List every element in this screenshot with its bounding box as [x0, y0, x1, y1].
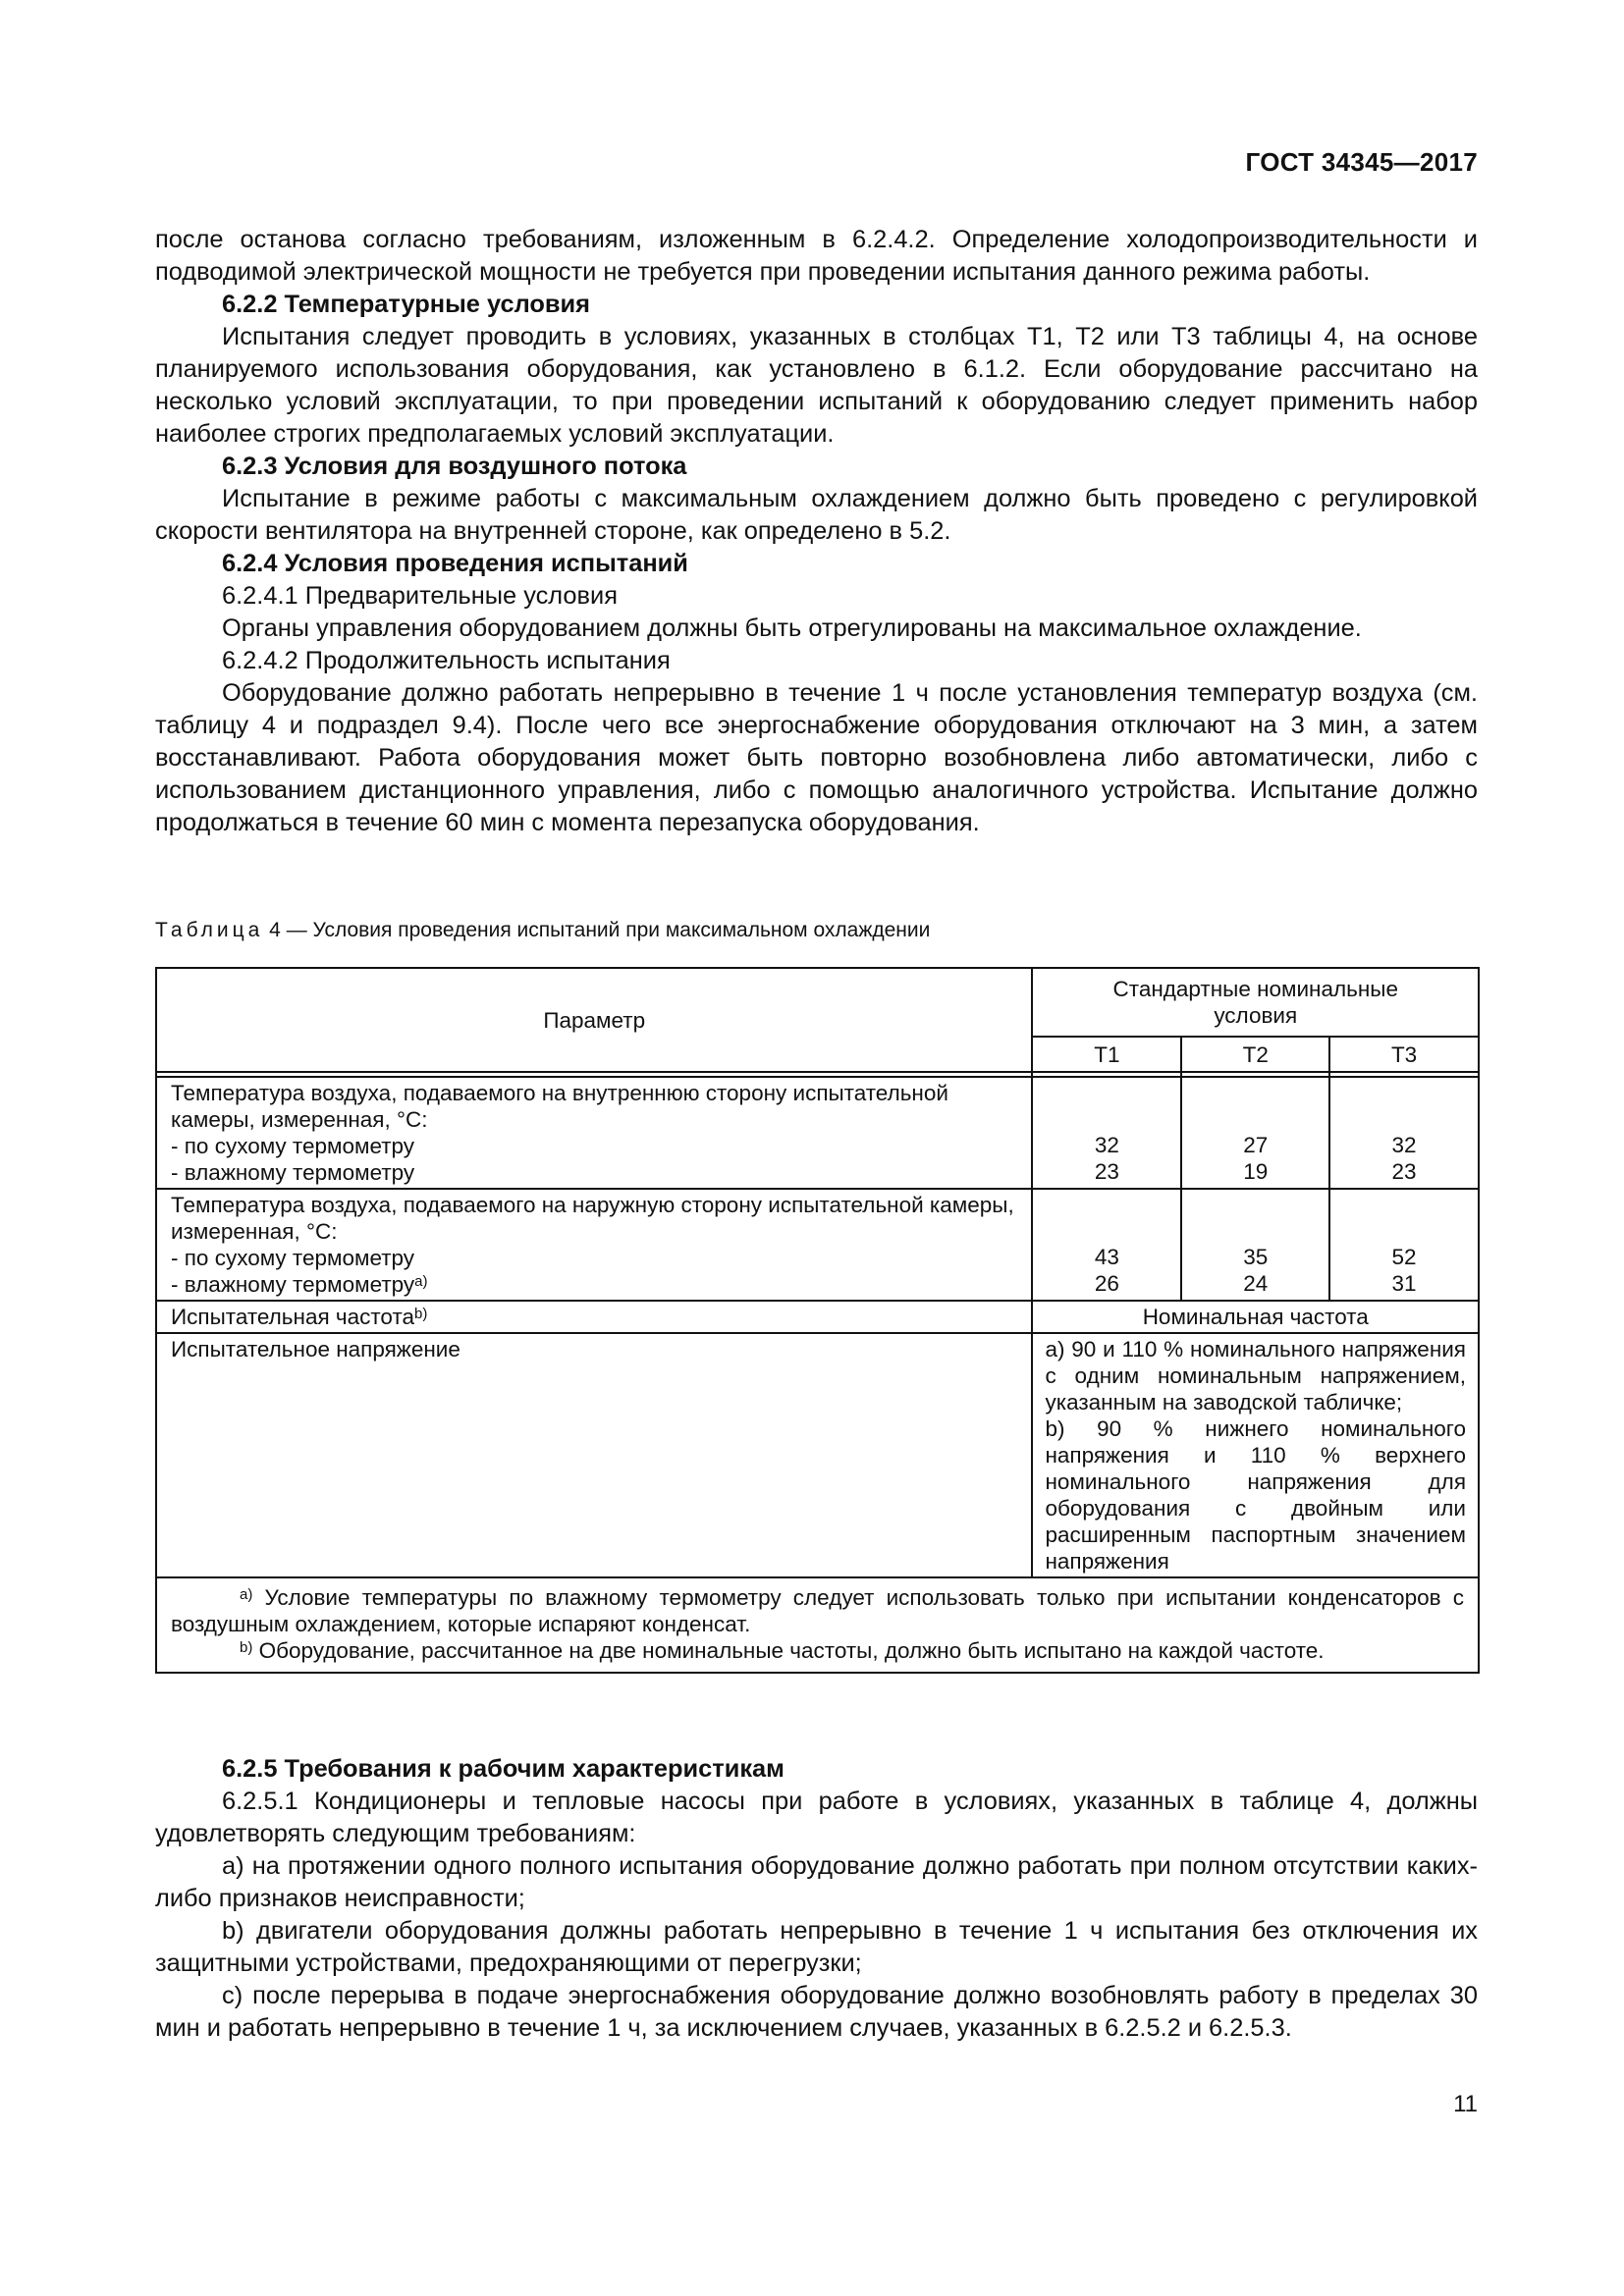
header-standard-conditions: Стандартные номинальные условия — [1032, 968, 1479, 1037]
paragraph: Органы управления оборудованием должны быть отрегулированы на максимальное охлаждение. — [222, 614, 1362, 642]
row-label-wet — [171, 1271, 1017, 1298]
paragraph: 6.2.4.1 Предварительные условия — [222, 582, 618, 610]
page-number: 11 — [1453, 2091, 1478, 2117]
value-wet: 24 — [1243, 1271, 1269, 1296]
footnote-ref-b: b) — [414, 1306, 428, 1322]
section-heading-6-2-5: 6.2.5 Требования к рабочим характеристикам — [222, 1755, 785, 1783]
footnote-ref-a: а) — [414, 1273, 428, 1290]
table-footnotes — [156, 1577, 1479, 1673]
list-item: а) на протяжении одного полного испытания оборудование должно работать при полном отсутствии каких-либо признаков неисправности; — [155, 1852, 1478, 1912]
footnote-b — [171, 1637, 1464, 1664]
paragraph: 6.2.5.1 Кондиционеры и тепловые насосы при работе в условиях, указанных в таблице 4, должны удовлетворять следующим требованиям: — [155, 1788, 1478, 1847]
value-dry: 52 — [1391, 1245, 1417, 1269]
voltage-option-b: b) 90 % нижнего номинального напряжения и 110 % верхнего номинального напряжения для оборудования с двойным или расширенным паспортным значением напряжения — [1045, 1416, 1466, 1574]
bottom-body-text — [155, 1753, 1478, 2045]
list-item: с) после перерыва в подаче энергоснабжения оборудование должно возобновлять работу в пределах 30 мин и работать непрерывно в течение 1 ч, за исключением случаев, указанных в 6.2.5.2 и 6.2.5.3. — [155, 1982, 1478, 2042]
cell-t1 — [1032, 1189, 1181, 1301]
table-caption — [155, 919, 930, 942]
value-wet: 23 — [1391, 1159, 1417, 1184]
header-parameter: Параметр — [156, 968, 1032, 1072]
value-wet: 26 — [1094, 1271, 1119, 1296]
row-voltage-value — [1032, 1333, 1479, 1577]
table-header-row — [156, 968, 1479, 1037]
cell-t2 — [1181, 1077, 1329, 1189]
value-wet: 23 — [1094, 1159, 1119, 1184]
conditions-table — [155, 967, 1480, 1674]
top-body-text — [155, 224, 1478, 839]
section-heading-6-2-3: 6.2.3 Условия для воздушного потока — [222, 453, 687, 480]
table-row — [156, 1077, 1479, 1189]
row-label-wet-text: - влажному термометру — [171, 1272, 415, 1297]
voltage-option-a: а) 90 и 110 % номинального напряжения с одним номинальным напряжением, указанным на заводской табличке; — [1045, 1337, 1466, 1415]
table-caption-title: 4 — Условия проведения испытаний при максимальном охлаждении — [263, 919, 931, 941]
value-dry: 27 — [1243, 1133, 1269, 1157]
cell-t2 — [1181, 1189, 1329, 1301]
cell-t3 — [1329, 1077, 1479, 1189]
footnote-a — [171, 1584, 1464, 1637]
value-dry: 43 — [1094, 1245, 1119, 1269]
row-frequency-value: Номинальная частота — [1032, 1301, 1479, 1333]
value-wet: 19 — [1243, 1159, 1269, 1184]
section-heading-6-2-4: 6.2.4 Условия проведения испытаний — [222, 550, 688, 577]
document-header: ГОСТ 34345—2017 — [1245, 147, 1478, 177]
footnote-a-marker: а) — [240, 1586, 253, 1603]
row-voltage-label: Испытательное напряжение — [156, 1333, 1032, 1577]
row-label-text: Температура воздуха, подаваемого на внутреннюю сторону испытательной камеры, измеренная, °С: — [171, 1081, 948, 1132]
table-caption-word: Таблица — [155, 919, 264, 941]
value-dry: 32 — [1391, 1133, 1417, 1157]
row-outdoor-air-label — [156, 1189, 1032, 1301]
row-label-dry: - по сухому термометру — [171, 1246, 415, 1270]
header-t3: Т3 — [1329, 1037, 1479, 1072]
table-row — [156, 1189, 1479, 1301]
paragraph: Испытания следует проводить в условиях, указанных в столбцах Т1, Т2 или Т3 таблицы 4, на основе планируемого использования оборудования, как установлено в 6.1.2. Если оборудование рассчитано на несколько условий эксплуатации, то при проведении испытаний к оборудованию следует применить набор наиболее строгих предполагаемых условий эксплуатации. — [155, 323, 1478, 448]
row-label-text: Температура воздуха, подаваемого на наружную сторону испытательной камеры, измеренная, °С: — [171, 1193, 1014, 1244]
paragraph: Испытание в режиме работы с максимальным охлаждением должно быть проведено с регулировкой скорости вентилятора на внутренней стороне, как определено в 5.2. — [155, 485, 1478, 545]
cell-t1 — [1032, 1077, 1181, 1189]
paragraph-continuation: после останова согласно требованиям, изложенным в 6.2.4.2. Определение холодопроизводительности и подводимой электрической мощности не требуется при проведении испытания данного режима работы. — [155, 226, 1478, 286]
row-frequency-label — [156, 1301, 1032, 1333]
value-dry: 35 — [1243, 1245, 1269, 1269]
row-label-dry: - по сухому термометру — [171, 1134, 415, 1158]
value-wet: 31 — [1391, 1271, 1417, 1296]
value-dry: 32 — [1094, 1133, 1119, 1157]
footnote-b-marker: b) — [240, 1639, 253, 1656]
table-footnotes-row — [156, 1577, 1479, 1673]
list-item: b) двигатели оборудования должны работать непрерывно в течение 1 ч испытания без отключения их защитными устройствами, предохраняющими от перегрузки; — [155, 1917, 1478, 1977]
table-row — [156, 1301, 1479, 1333]
row-indoor-air-label — [156, 1077, 1032, 1189]
row-label-wet: - влажному термометру — [171, 1160, 415, 1185]
header-t1: Т1 — [1032, 1037, 1181, 1072]
table-row — [156, 1333, 1479, 1577]
section-heading-6-2-2: 6.2.2 Температурные условия — [222, 291, 590, 318]
footnote-a-text: Условие температуры по влажному термометру следует использовать только при испытании конденсаторов с воздушным охлаждением, которые испаряют конденсат. — [171, 1585, 1464, 1636]
paragraph: 6.2.4.2 Продолжительность испытания — [222, 647, 671, 674]
footnote-b-text: Оборудование, рассчитанное на две номинальные частоты, должно быть испытано на каждой частоте. — [252, 1638, 1325, 1663]
paragraph: Оборудование должно работать непрерывно в течение 1 ч после установления температур воздуха (см. таблицу 4 и подраздел 9.4). После чего все энергоснабжение оборудования отключают на 3 мин, а затем восстанавливают. Работа оборудования может быть повторно возобновлена либо автоматически, либо с использованием дистанционного управления, либо с помощью аналогичного устройства. Испытание должно продолжаться в течение 60 мин с момента перезапуска оборудования. — [155, 679, 1478, 836]
row-frequency-text: Испытательная частота — [171, 1305, 415, 1329]
header-t2: Т2 — [1181, 1037, 1329, 1072]
cell-t3 — [1329, 1189, 1479, 1301]
